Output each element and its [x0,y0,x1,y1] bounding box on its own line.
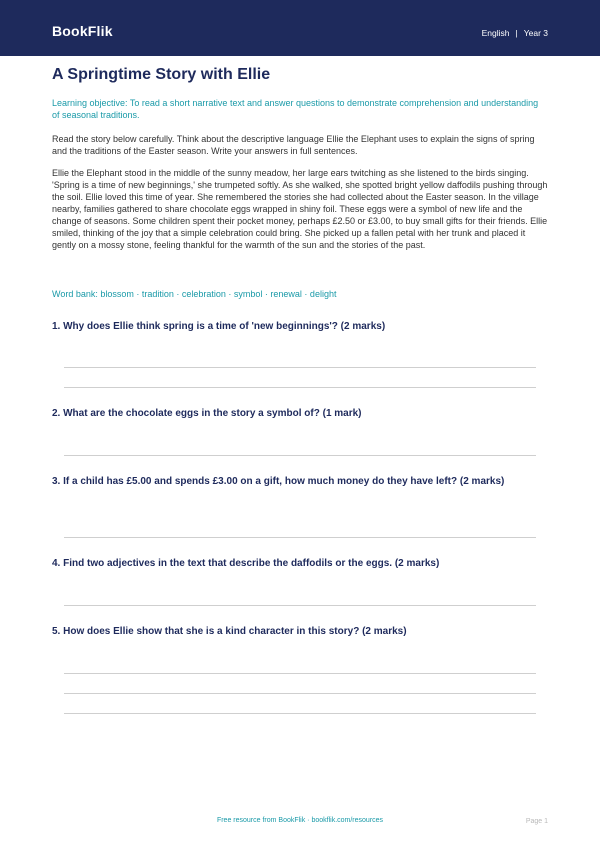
answer-line[interactable] [64,537,536,538]
answer-line[interactable] [64,693,536,694]
answer-line[interactable] [64,605,536,606]
question-3: 3. If a child has £5.00 and spends £3.00 on a gift, how much money do they have left? (2 marks) [52,476,505,487]
year-label: Year 3 [523,28,548,38]
learning-objective: Learning objective: To read a short narrative text and answer questions to demonstrate comprehension and understanding of seasonal traditions. [52,98,539,120]
answer-line[interactable] [64,387,536,388]
header-meta [482,28,548,38]
subject-label: English [481,28,510,38]
question-5: 5. How does Ellie show that she is a kind character in this story? (2 marks) [52,626,407,637]
header-bar [0,0,600,56]
footer-credit: Free resource from BookFlik · bookflik.com/resources [216,817,384,824]
answer-line[interactable] [64,455,536,456]
page-title: A Springtime Story with Ellie [52,66,271,83]
brand-logo: BookFlik [52,23,113,39]
question-2: 2. What are the chocolate eggs in the story a symbol of? (1 mark) [52,408,362,419]
answer-line[interactable] [64,713,536,714]
question-1: 1. Why does Ellie think spring is a time of 'new beginnings'? (2 marks) [52,321,386,332]
meta-separator: | [515,28,518,38]
question-4: 4. Find two adjectives in the text that describe the daffodils or the eggs. (2 marks) [52,558,440,569]
story-text: Ellie the Elephant stood in the middle of the sunny meadow, her large ears twitching as she listened to the birds singing. 'Spring is a time of new beginnings,' she trumpeted softly. As she walked, she spotted bright yellow daffodils pushing through the soil. Ellie loved this time of year. She remembered the stories she had collected about the Easter season. In the village nearby, families gathered to share chocolate eggs wrapped in shiny foil. These eggs were a symbol of new life and the change of seasons. Some children spent their pocket money, perhaps £2.50 or £3.00, to buy small gifts for their friends. Ellie smiled, thinking of the joy that a simple celebration could bring. She picked up a fallen petal with her trunk and placed it gently on a mossy stone, feeling thankful for the warmth of the sun and the stories of the past. [52,168,548,250]
instructions: Read the story below carefully. Think about the descriptive language Ellie the Elephant uses to explain the signs of spring and the traditions of the Easter season. Write your answers in full sentences. [52,134,535,156]
answer-line[interactable] [64,367,536,368]
word-bank: Word bank: blossom · tradition · celebration · symbol · renewal · delight [52,289,337,299]
answer-line[interactable] [64,673,536,674]
page-number: Page 1 [525,818,548,825]
